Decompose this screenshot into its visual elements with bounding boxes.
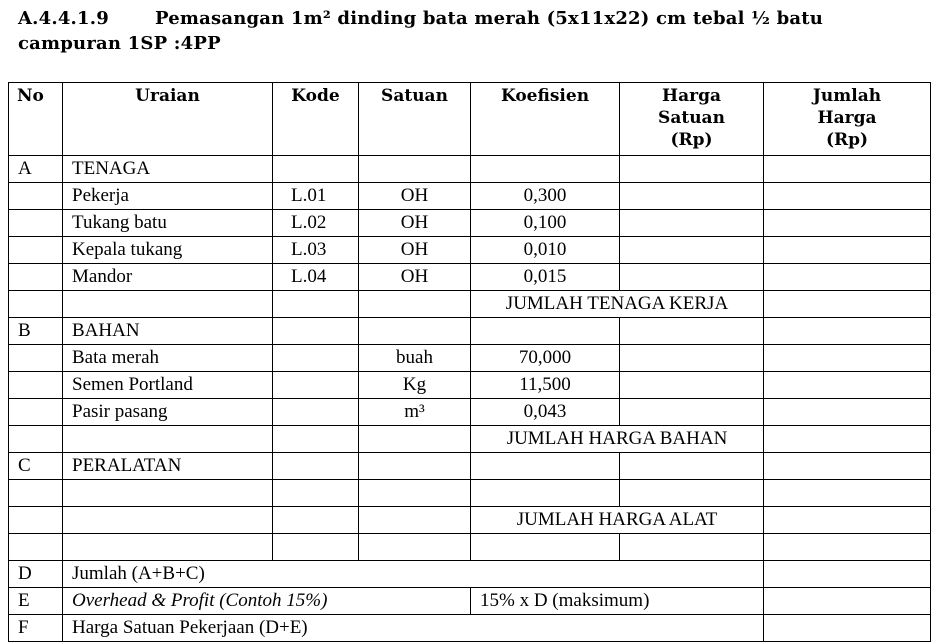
header-uraian: Uraian — [63, 83, 273, 156]
total-label: JUMLAH TENAGA KERJA — [471, 291, 764, 318]
header-harga-satuan: Harga Satuan (Rp) — [620, 83, 764, 156]
jumlah-label: Jumlah (A+B+C) — [63, 561, 764, 588]
table-row: Mandor L.04 OH 0,015 — [9, 264, 931, 291]
total-label: JUMLAH HARGA BAHAN — [471, 426, 764, 453]
cost-analysis-table — [8, 82, 931, 642]
section-no: C — [9, 453, 63, 480]
row-f: F Harga Satuan Pekerjaan (D+E) — [9, 615, 931, 642]
title-line-2: campuran 1SP :4PP — [18, 33, 221, 54]
header-satuan: Satuan — [359, 83, 471, 156]
table-row: Semen Portland Kg 11,500 — [9, 372, 931, 399]
table-row: Bata merah buah 70,000 — [9, 345, 931, 372]
total-row-tenaga — [9, 291, 931, 318]
section-no: B — [9, 318, 63, 345]
section-row-bahan — [9, 318, 931, 345]
row-d: D Jumlah (A+B+C) — [9, 561, 931, 588]
section-label: PERALATAN — [63, 453, 273, 480]
header-jumlah-harga: Jumlah Harga (Rp) — [764, 83, 931, 156]
header-no: No — [9, 83, 63, 156]
section-label: BAHAN — [63, 318, 273, 345]
section-no: A — [9, 156, 63, 183]
total-row-bahan — [9, 426, 931, 453]
table-row: Kepala tukang L.03 OH 0,010 — [9, 237, 931, 264]
section-row-tenaga — [9, 156, 931, 183]
header-kode: Kode — [273, 83, 359, 156]
table-row: Pekerja L.01 OH 0,300 — [9, 183, 931, 210]
header-row — [9, 83, 931, 156]
table-row: Pasir pasang m³ 0,043 — [9, 399, 931, 426]
total-row-alat — [9, 507, 931, 534]
title-line-1: Pemasangan 1m² dinding bata merah (5x11x22) cm tebal ½ batu — [155, 8, 824, 29]
section-row-peralatan — [9, 453, 931, 480]
table-row — [9, 480, 931, 507]
harga-satuan-label: Harga Satuan Pekerjaan (D+E) — [63, 615, 764, 642]
table-row: Tukang batu L.02 OH 0,100 — [9, 210, 931, 237]
overhead-value: 15% x D (maksimum) — [471, 588, 764, 615]
document-title — [18, 6, 926, 56]
section-label: TENAGA — [63, 156, 273, 183]
overhead-label: Overhead & Profit (Contoh 15%) — [63, 588, 471, 615]
header-koefisien: Koefisien — [471, 83, 620, 156]
item-code: A.4.4.1.9 — [18, 8, 109, 29]
total-label: JUMLAH HARGA ALAT — [471, 507, 764, 534]
table-row — [9, 534, 931, 561]
row-e: E Overhead & Profit (Contoh 15%) 15% x D (maksimum) — [9, 588, 931, 615]
